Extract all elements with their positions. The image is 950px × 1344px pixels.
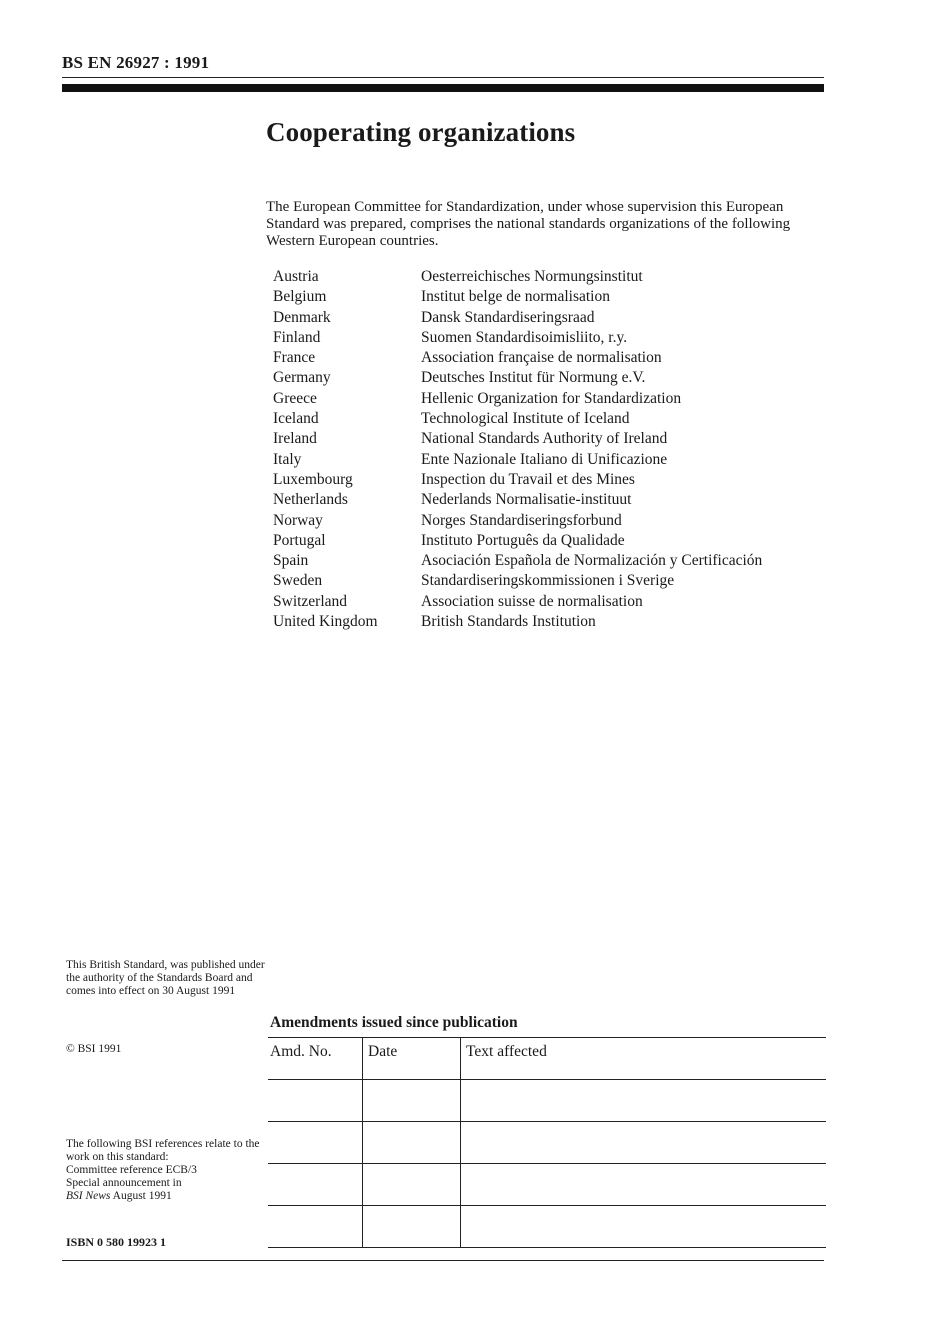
organization-row [273,409,833,429]
amendment-cell [268,1164,363,1206]
committee-reference: Committee reference ECB/3 [66,1164,197,1176]
organization-row [273,389,833,409]
column-header-amd-no: Amd. No. [268,1038,363,1080]
bsi-references [66,1138,266,1203]
country-name: Luxembourg [273,470,353,488]
country-name: Netherlands [273,491,348,509]
standards-body-name: Nederlands Normalisatie-instituut [421,491,632,509]
country-name: Finland [273,328,321,346]
country-name: Italy [273,450,302,468]
organization-row [273,551,833,571]
standards-body-name: Standardiseringskommissionen i Sverige [421,572,675,590]
standards-body-name: Association suisse de normalisation [421,592,643,610]
amendments-header-row [268,1038,826,1080]
standards-body-name: Technological Institute of Iceland [421,410,630,428]
announcement-prefix: Special announcement in [66,1177,182,1189]
standards-body-name: Dansk Standardiseringsraad [421,308,595,326]
document-id: BS EN 26927 : 1991 [62,53,210,72]
amendment-cell [363,1164,461,1206]
footer-rule [62,1260,824,1261]
country-name: Norway [273,511,323,529]
country-name: Sweden [273,572,323,590]
organization-row [273,308,833,328]
announcement-publication: BSI News [66,1190,111,1202]
country-name: United Kingdom [273,613,378,631]
organization-row [273,511,833,531]
amendment-cell [363,1206,461,1248]
standards-body-name: Norges Standardiseringsforbund [421,511,622,529]
announcement-date: August 1991 [112,1190,172,1202]
country-name: France [273,349,316,367]
standards-body-name: Deutsches Institut für Normung e.V. [421,369,646,387]
amendments-table [268,1037,826,1248]
organization-row [273,490,833,510]
header-thin-rule [62,77,824,78]
country-name: Portugal [273,531,326,549]
amendment-cell [268,1206,363,1248]
amendment-cell [268,1122,363,1164]
amendment-row [268,1122,826,1164]
standards-body-name: Asociación Española de Normalización y Certificación [421,552,763,570]
publication-note: This British Standard, was published under the authority of the Standards Board and comes into effect on 30 August 1991 [66,959,265,997]
amendment-row [268,1164,826,1206]
organization-row [273,531,833,551]
column-header-text-affected: Text affected [461,1038,827,1080]
organization-row [273,470,833,490]
standards-body-name: Ente Nazionale Italiano di Unificazione [421,450,668,468]
organizations-list [273,267,833,632]
special-announcement [66,1177,266,1203]
organization-row [273,287,833,307]
standards-body-name: British Standards Institution [421,613,596,631]
page-title: Cooperating organizations [266,117,576,147]
standards-body-name: Hellenic Organization for Standardization [421,389,682,407]
standards-body-name: Association française de normalisation [421,349,662,367]
amendment-cell [363,1080,461,1122]
amendment-cell [461,1122,827,1164]
amendment-row [268,1080,826,1122]
organization-row [273,348,833,368]
country-name: Germany [273,369,331,387]
standards-body-name: Institut belge de normalisation [421,288,610,306]
country-name: Denmark [273,308,331,326]
country-name: Spain [273,552,309,570]
organization-row [273,592,833,612]
organization-row [273,328,833,348]
organization-row [273,429,833,449]
standards-body-name: Instituto Português da Qualidade [421,531,625,549]
column-header-date: Date [363,1038,461,1080]
country-name: Ireland [273,430,317,448]
amendment-cell [461,1164,827,1206]
amendment-cell [363,1122,461,1164]
organization-row [273,368,833,388]
organization-row [273,612,833,632]
references-intro: The following BSI references relate to the work on this standard: [66,1138,260,1163]
standards-body-name: National Standards Authority of Ireland [421,430,668,448]
country-name: Austria [273,268,319,285]
isbn: ISBN 0 580 19923 1 [66,1235,167,1249]
organization-row [273,571,833,591]
standards-body-name: Inspection du Travail et des Mines [421,470,635,488]
copyright-notice: © BSI 1991 [66,1043,122,1055]
intro-paragraph: The European Committee for Standardization, under whose supervision this European Standard was prepared, comprises the national standards organizations of the following Western European countries. [266,199,791,249]
standards-body-name: Oesterreichisches Normungsinstitut [421,268,643,285]
country-name: Belgium [273,288,327,306]
country-name: Switzerland [273,592,348,610]
organization-row [273,450,833,470]
amendment-cell [268,1080,363,1122]
amendment-row [268,1206,826,1248]
country-name: Iceland [273,410,319,428]
amendment-cell [461,1080,827,1122]
amendment-cell [461,1206,827,1248]
amendments-heading: Amendments issued since publication [270,1014,518,1031]
standards-body-name: Suomen Standardisoimisliito, r.y. [421,328,628,346]
header-thick-rule [62,84,824,92]
country-name: Greece [273,389,317,407]
organization-row [273,267,833,287]
